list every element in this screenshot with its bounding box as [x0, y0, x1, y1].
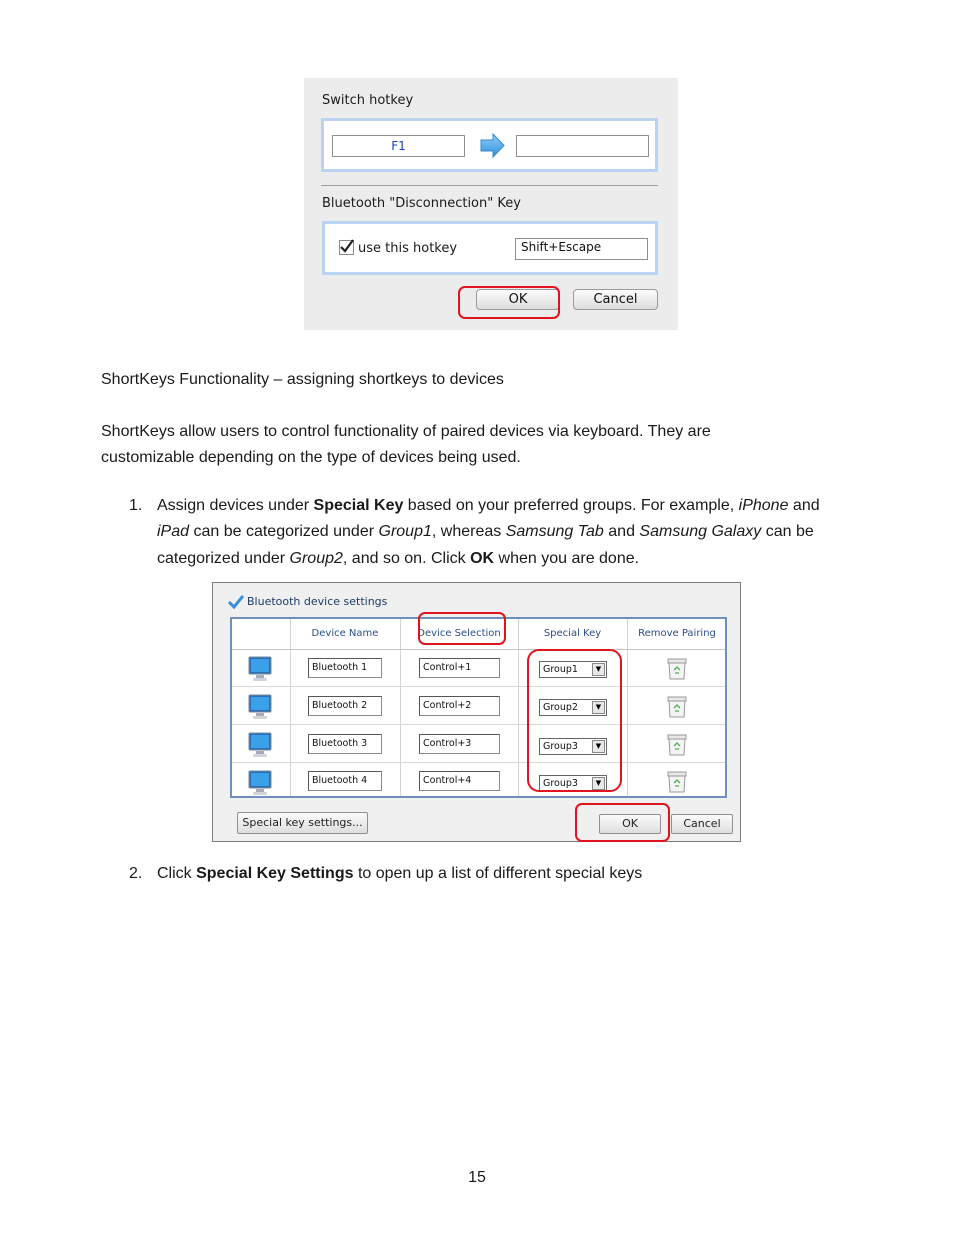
monitor-icon: [248, 770, 272, 796]
step-1-line-1: Assign devices under Special Key based on your preferred groups. For example, iPhone and: [157, 497, 820, 514]
device-selection-field[interactable]: Control+4: [419, 771, 500, 791]
recycle-bin-icon[interactable]: [667, 734, 687, 756]
special-key-value: Group3: [543, 778, 578, 789]
step-1-line-2: iPad can be categorized under Group1, whereas Samsung Tab and Samsung Galaxy can be: [157, 523, 814, 540]
disconnect-key-label: Bluetooth "Disconnection" Key: [322, 196, 521, 211]
ok-button[interactable]: OK: [476, 289, 560, 310]
header-remove-pairing: Remove Pairing: [638, 628, 716, 639]
cancel-button[interactable]: Cancel: [671, 814, 733, 834]
dialog-title: Bluetooth device settings: [247, 595, 388, 608]
from-key-field[interactable]: F1: [332, 135, 465, 157]
step-2-number: 2.: [129, 865, 143, 882]
intro-line-2: customizable depending on the type of devices being used.: [101, 449, 521, 466]
special-key-value: Group2: [543, 702, 578, 713]
ok-highlight: [575, 803, 670, 842]
dropdown-arrow-icon[interactable]: ▼: [592, 740, 605, 753]
header-device-selection: Device Selection: [417, 628, 501, 639]
hotkey-dialog: [304, 78, 678, 330]
special-key-value: Group1: [543, 664, 578, 675]
special-key-settings-button[interactable]: Special key settings...: [237, 812, 368, 834]
divider: [321, 185, 658, 186]
monitor-icon: [248, 732, 272, 758]
step-1-number: 1.: [129, 497, 143, 514]
page-number: 15: [468, 1169, 486, 1186]
ok-highlight: [458, 286, 560, 319]
monitor-icon: [248, 694, 272, 720]
device-name-field[interactable]: Bluetooth 4: [308, 771, 382, 791]
special-key-highlight: [527, 649, 622, 792]
ok-button[interactable]: OK: [599, 814, 661, 834]
dropdown-arrow-icon[interactable]: ▼: [592, 777, 605, 790]
bluetooth-check-icon: [228, 595, 244, 609]
monitor-icon: [248, 656, 272, 682]
special-key-value: Group3: [543, 741, 578, 752]
step-2-text: Click Special Key Settings to open up a list of different special keys: [157, 865, 643, 882]
dropdown-arrow-icon[interactable]: ▼: [592, 663, 605, 676]
device-selection-field[interactable]: Control+3: [419, 734, 500, 754]
recycle-bin-icon[interactable]: [667, 696, 687, 718]
arrow-right-icon: [479, 132, 506, 159]
header-special-key: Special Key: [543, 628, 602, 639]
to-key-field[interactable]: [516, 135, 649, 157]
checkmark-icon: [339, 239, 354, 254]
disconnect-key-frame: [322, 221, 658, 275]
device-selection-field[interactable]: Control+1: [419, 658, 500, 678]
use-hotkey-label: use this hotkey: [358, 241, 458, 256]
switch-hotkey-frame: [321, 118, 658, 172]
disconnect-key-field[interactable]: Shift+Escape: [515, 238, 648, 260]
device-selection-field[interactable]: Control+2: [419, 696, 500, 716]
bluetooth-settings-dialog: [212, 582, 741, 842]
device-name-field[interactable]: Bluetooth 2: [308, 696, 382, 716]
cancel-button[interactable]: Cancel: [573, 289, 658, 310]
intro-line-1: ShortKeys allow users to control functionality of paired devices via keyboard. They are: [101, 423, 711, 440]
switch-hotkey-label: Switch hotkey: [322, 93, 414, 108]
dropdown-arrow-icon[interactable]: ▼: [592, 701, 605, 714]
device-name-field[interactable]: Bluetooth 3: [308, 734, 382, 754]
recycle-bin-icon[interactable]: [667, 658, 687, 680]
section-heading: ShortKeys Functionality – assigning shortkeys to devices: [101, 371, 504, 388]
recycle-bin-icon[interactable]: [667, 771, 687, 793]
step-1-line-3: categorized under Group2, and so on. Click OK when you are done.: [157, 550, 640, 567]
header-device-name: Device Name: [311, 628, 379, 639]
device-selection-highlight: [418, 612, 506, 645]
device-name-field[interactable]: Bluetooth 1: [308, 658, 382, 678]
use-hotkey-checkbox[interactable]: [339, 240, 354, 255]
